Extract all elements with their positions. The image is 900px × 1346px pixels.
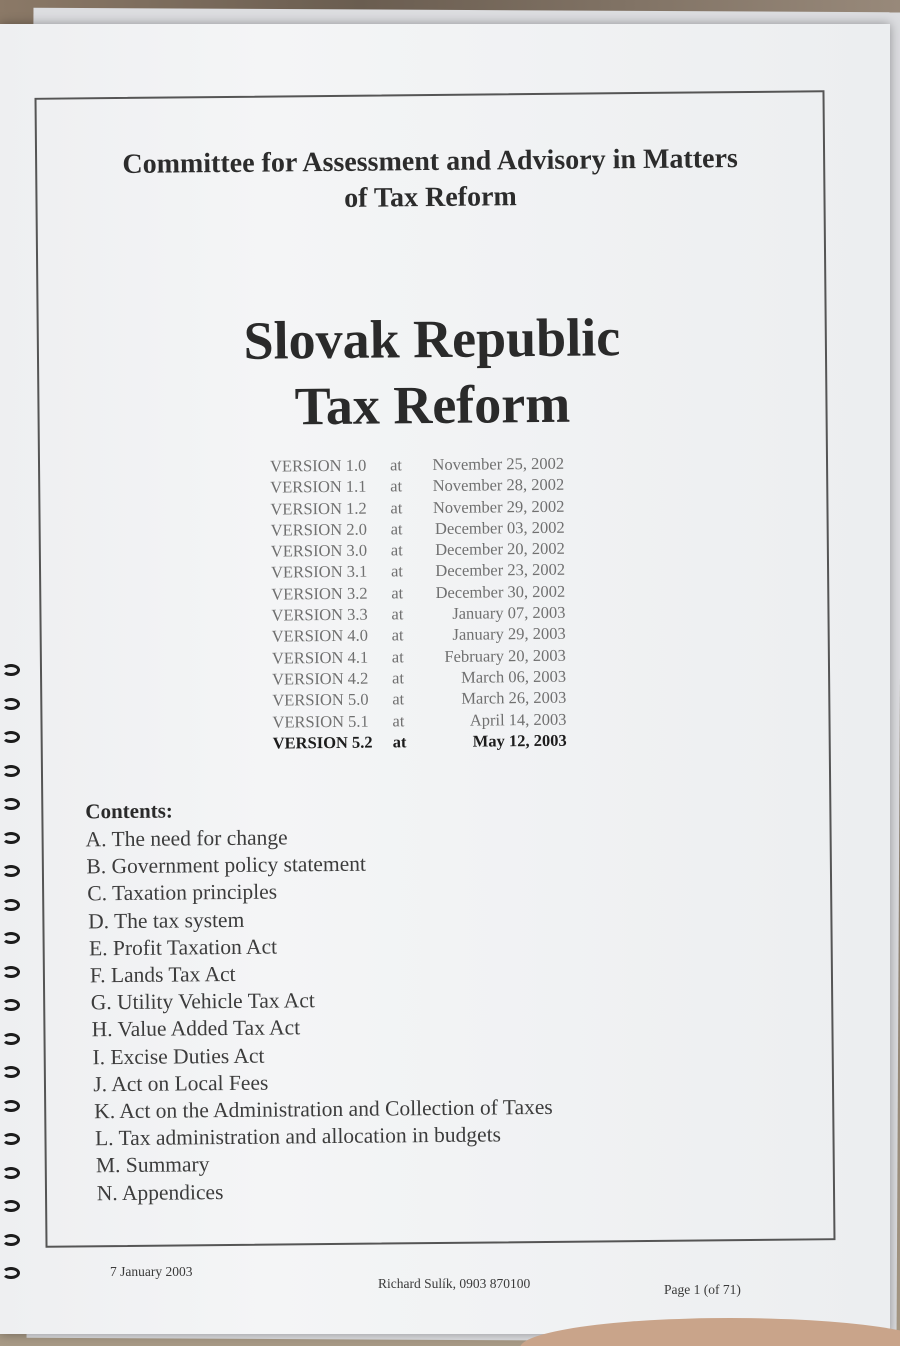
version-date: January 07, 2003 <box>452 602 566 623</box>
spiral-ring <box>2 1200 20 1212</box>
spiral-ring <box>2 832 20 844</box>
version-name: VERSION 1.0 <box>269 455 367 476</box>
spiral-ring <box>2 664 20 676</box>
spiral-ring <box>2 798 20 810</box>
spiral-ring <box>2 1167 20 1179</box>
version-at: at <box>391 604 404 624</box>
contents-item: E. Profit Taxation Act <box>88 934 278 961</box>
spiral-ring <box>2 1100 20 1112</box>
contents-item: G. Utility Vehicle Tax Act <box>90 988 315 1015</box>
spiral-ring <box>2 932 20 944</box>
page-border-frame <box>34 90 835 1248</box>
spiral-ring <box>2 698 20 710</box>
spiral-ring <box>2 1234 20 1246</box>
footer-author: Richard Sulík, 0903 870100 <box>378 1276 531 1291</box>
title-line-1: Slovak Republic <box>243 307 621 371</box>
version-history <box>270 453 573 754</box>
spiral-ring <box>2 765 20 777</box>
version-row <box>272 623 572 647</box>
version-name: VERSION 5.1 <box>272 711 369 732</box>
contents-item: H. Value Added Tax Act <box>91 1015 301 1042</box>
version-at: at <box>392 689 405 709</box>
committee-line-2: of Tax Reform <box>344 181 517 214</box>
document-page <box>0 24 890 1334</box>
spiral-ring <box>2 1267 20 1279</box>
version-at: at <box>390 476 403 496</box>
version-date: December 30, 2002 <box>435 581 566 602</box>
contents-item: N. Appendices <box>96 1179 224 1205</box>
contents-item: A. The need for change <box>85 825 288 852</box>
spiral-ring <box>2 966 20 978</box>
committee-line-1: Committee for Assessment and Advisory in Matters <box>122 143 738 180</box>
contents-item: D. The tax system <box>88 907 245 933</box>
contents-list <box>85 822 553 1207</box>
version-row <box>272 687 572 711</box>
version-row <box>270 474 570 498</box>
title-line-2: Tax Reform <box>294 373 571 437</box>
version-name: VERSION 2.0 <box>270 519 368 540</box>
version-at: at <box>391 646 404 667</box>
version-row <box>273 730 573 754</box>
contents-item: L. Tax administration and allocation in budgets <box>94 1122 502 1151</box>
version-name: VERSION 1.2 <box>270 498 367 519</box>
version-row <box>272 644 572 668</box>
version-row <box>272 666 572 690</box>
version-at: at <box>392 732 407 752</box>
version-at: at <box>390 497 403 518</box>
version-at: at <box>391 668 405 688</box>
footer-date: 7 January 2003 <box>110 1264 193 1279</box>
contents-item: I. Excise Duties Act <box>92 1043 265 1069</box>
version-at: at <box>390 519 403 539</box>
version-name: VERSION 3.0 <box>270 540 368 561</box>
version-name: VERSION 5.0 <box>272 689 369 710</box>
version-name: VERSION 3.2 <box>271 583 368 604</box>
footer-page-number: Page 1 (of 71) <box>664 1282 741 1297</box>
version-row <box>272 708 572 732</box>
contents-item: B. Government policy statement <box>86 851 367 879</box>
version-at: at <box>390 540 403 560</box>
version-date: January 29, 2003 <box>452 624 566 645</box>
version-date: November 25, 2002 <box>432 453 565 475</box>
version-at: at <box>390 561 404 581</box>
contents-item: F. Lands Tax Act <box>89 961 236 988</box>
document-title <box>39 302 826 442</box>
spiral-ring <box>2 731 20 743</box>
version-date: April 14, 2003 <box>469 709 567 730</box>
version-name: VERSION 3.1 <box>270 562 368 583</box>
spiral-ring <box>2 999 20 1011</box>
version-name: VERSION 4.2 <box>271 668 369 689</box>
spiral-ring <box>2 899 20 911</box>
contents-item: J. Act on Local Fees <box>93 1070 269 1097</box>
version-name: VERSION 4.0 <box>271 626 369 646</box>
version-row <box>271 559 571 583</box>
version-date: May 12, 2003 <box>472 730 567 751</box>
spiral-ring <box>2 1133 20 1145</box>
spiral-binding <box>0 664 26 1304</box>
version-at: at <box>389 455 403 475</box>
contents-item: C. Taxation principles <box>87 879 278 906</box>
version-name: VERSION 3.3 <box>271 604 368 625</box>
version-row <box>270 495 570 519</box>
version-row <box>271 517 571 541</box>
version-row <box>271 580 571 604</box>
contents-item: M. Summary <box>95 1152 210 1178</box>
version-date: November 29, 2002 <box>432 496 565 517</box>
version-at: at <box>391 583 404 603</box>
version-date: March 06, 2003 <box>461 666 567 687</box>
committee-heading <box>37 140 824 220</box>
version-date: December 20, 2002 <box>435 538 565 560</box>
spiral-ring <box>2 865 20 877</box>
version-name: VERSION 5.2 <box>272 732 373 753</box>
contents-heading: Contents: <box>85 798 173 824</box>
version-row <box>270 453 570 477</box>
version-at: at <box>392 710 405 730</box>
spiral-ring <box>2 1033 20 1045</box>
version-at: at <box>391 625 404 645</box>
version-row <box>271 602 571 626</box>
contents-item: K. Act on the Administration and Collection of Taxes <box>94 1094 553 1124</box>
version-date: December 03, 2002 <box>434 517 565 538</box>
version-name: VERSION 4.1 <box>271 647 369 668</box>
version-date: March 26, 2003 <box>461 688 567 709</box>
version-date: December 23, 2002 <box>435 560 566 581</box>
version-date: November 28, 2002 <box>432 475 565 496</box>
version-date: February 20, 2003 <box>444 645 566 666</box>
version-row <box>271 538 571 562</box>
spiral-ring <box>2 1066 20 1078</box>
version-name: VERSION 1.1 <box>270 476 367 497</box>
